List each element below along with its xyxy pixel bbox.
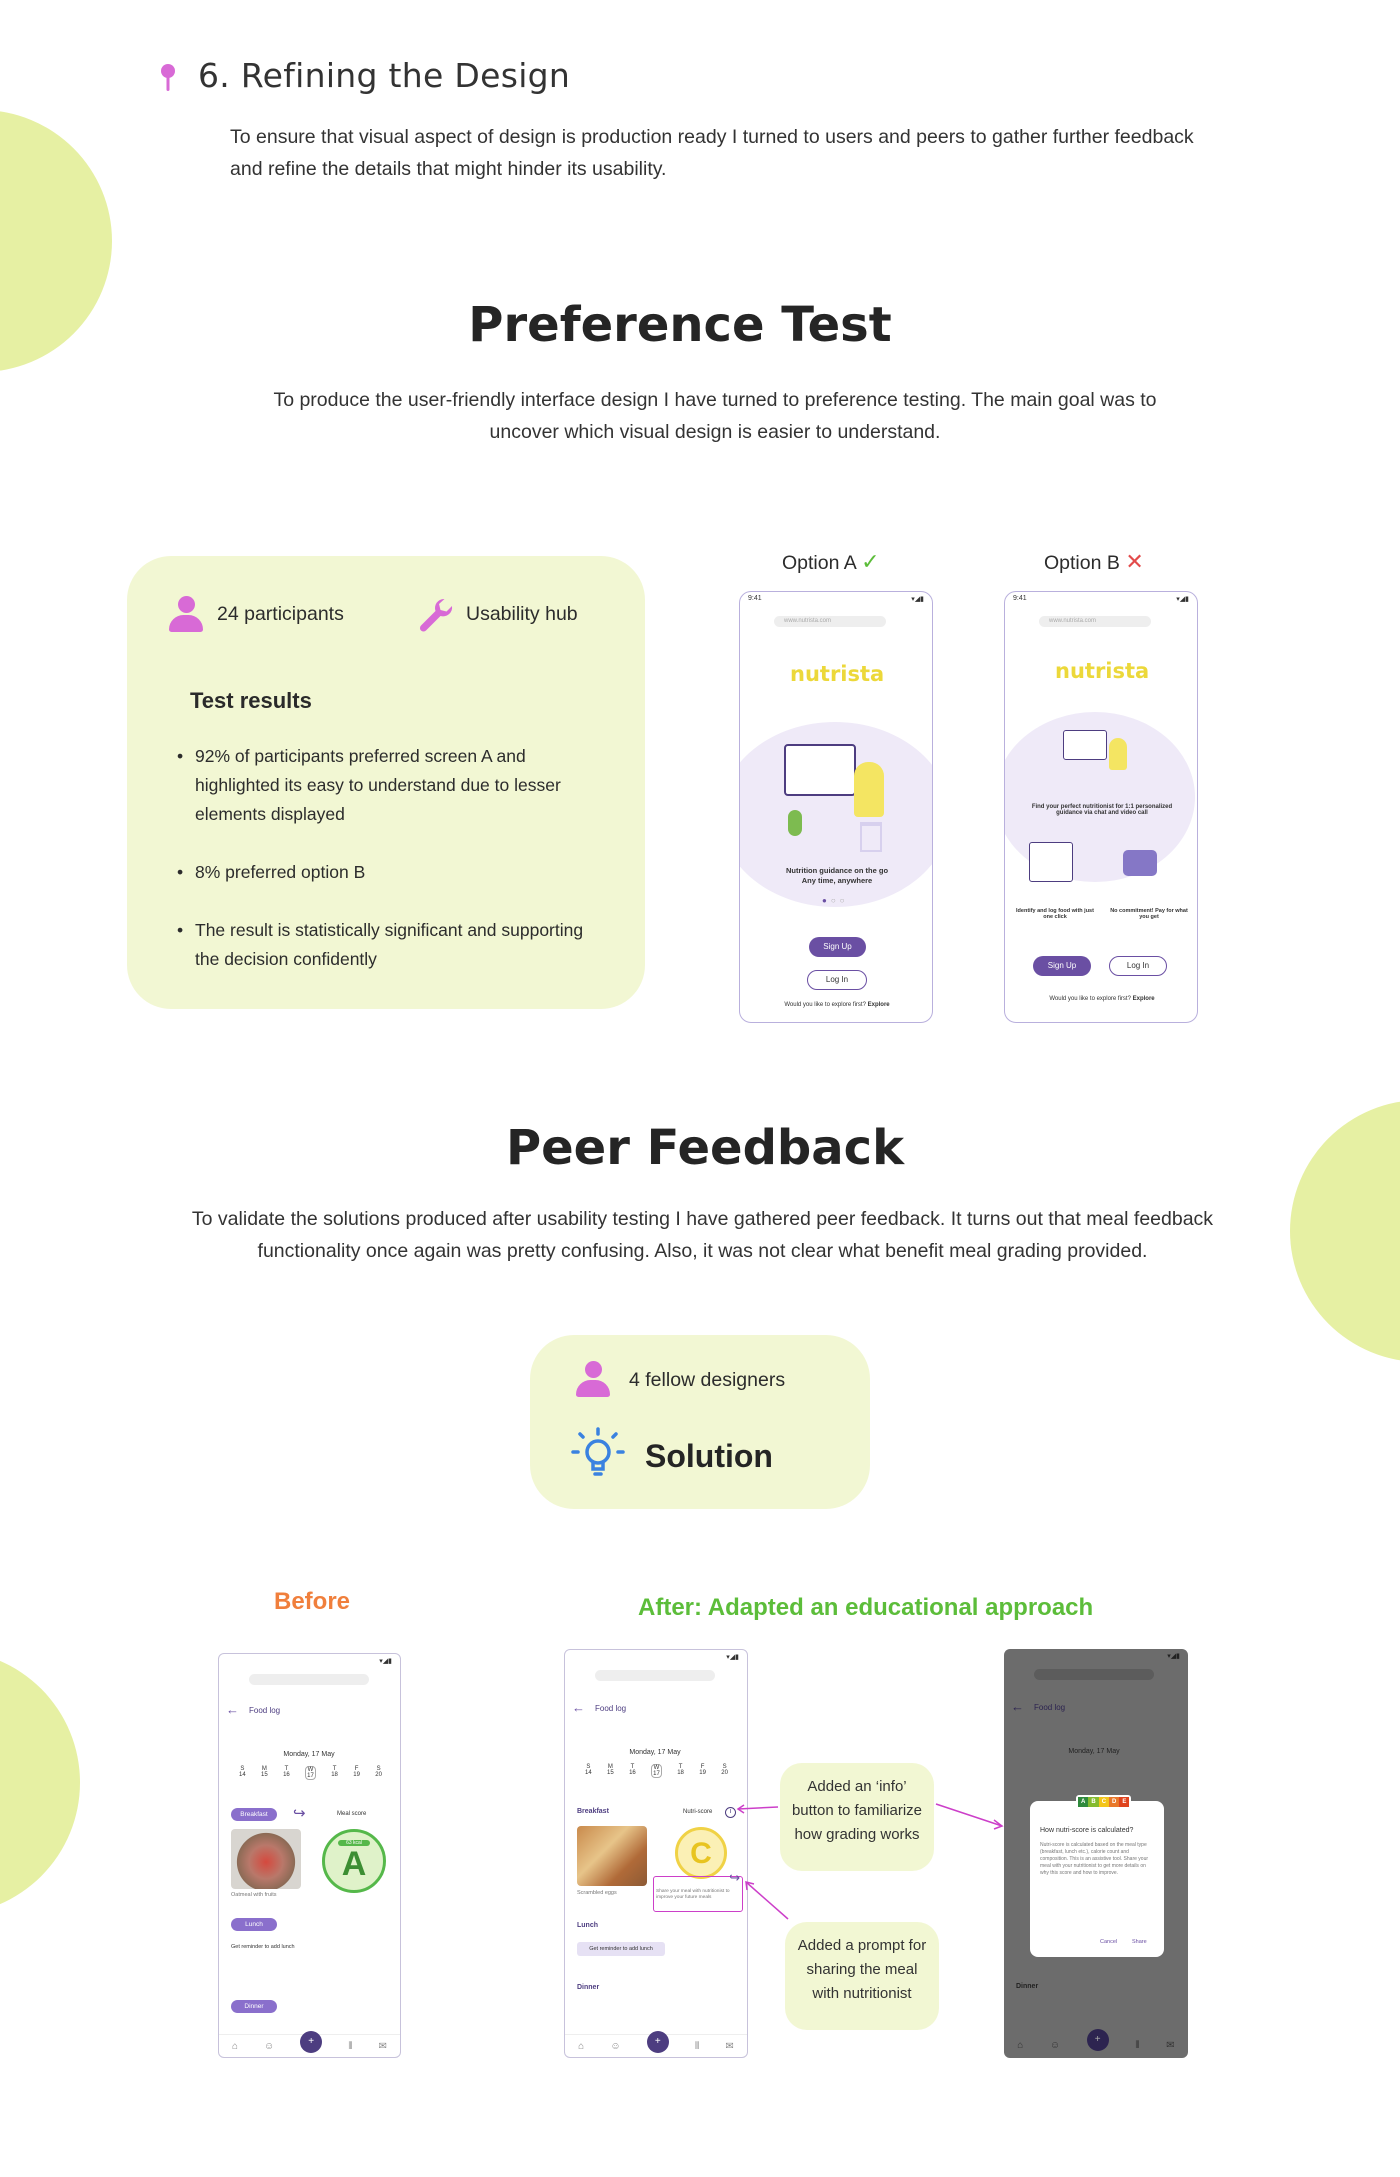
meal-caption: Oatmeal with fruits: [231, 1892, 277, 1898]
add-button[interactable]: +: [647, 2031, 669, 2053]
solution-label: Solution: [645, 1438, 773, 1474]
status-bar: 9:41 ▾◢▮: [748, 595, 924, 603]
preference-description: To produce the user-friendly interface design I have turned to preference testing. The main goal was to uncover which visual design is easier to understand.: [273, 389, 1157, 443]
foodlog-title: Food log: [249, 1706, 281, 1715]
decor-blob-left-bottom: [0, 1650, 80, 1915]
meal-photo[interactable]: [231, 1829, 301, 1889]
video-call-illustration: [784, 744, 856, 796]
before-label: Before: [274, 1588, 351, 1615]
app-logo: nutrista: [1055, 659, 1150, 683]
stats-nav-icon[interactable]: ⦀: [694, 2041, 700, 2052]
info-icon[interactable]: i: [725, 1807, 736, 1818]
dinner-heading: Dinner: [577, 1984, 600, 1991]
onboarding-subcaption: Any time, anywhere: [801, 876, 873, 885]
bottom-nav: [565, 2034, 747, 2058]
onboarding-caption: Nutrition guidance on the go: [785, 866, 889, 875]
check-icon: ✓: [861, 549, 880, 574]
share-icon[interactable]: ↪: [293, 1805, 306, 1822]
section-title: 6. Refining the Design: [198, 56, 571, 95]
food-log-illustration: [1029, 842, 1073, 882]
test-results-card: [127, 556, 645, 1009]
breakfast-chip[interactable]: Breakfast: [231, 1808, 277, 1821]
explore-prompt[interactable]: Would you like to explore first? Explore: [784, 1002, 890, 1008]
url-bar: www.nutrista.com: [1039, 616, 1151, 627]
feature-caption-chat: Find your perfect nutritionist for 1:1 personalized guidance via chat and video call: [1031, 804, 1173, 816]
phone-option-b: [1004, 591, 1198, 1023]
plant-illustration: [788, 810, 802, 836]
grade-a-badge[interactable]: 63 kcal A: [322, 1829, 386, 1893]
url-bar: [1034, 1669, 1154, 1680]
status-bar: ▾◢▮: [1167, 1653, 1180, 1660]
stool-illustration: [860, 822, 882, 852]
results-title: Test results: [190, 688, 312, 713]
results-list: [177, 742, 607, 1003]
week-strip[interactable]: S 14 M 15 T 16 W 17 T 18 F 19 S 20: [585, 1764, 728, 1777]
wallet-illustration: [1123, 850, 1157, 876]
decor-blob-left-top: [0, 110, 112, 372]
peer-card: [530, 1335, 870, 1509]
dialog-cancel-button[interactable]: Cancel: [1100, 1939, 1118, 1945]
meal-score-label: Meal score: [337, 1811, 367, 1817]
phone-option-a: [739, 591, 933, 1023]
participants-count: 24 participants: [217, 603, 344, 625]
lunch-heading: Lunch: [577, 1922, 598, 1929]
preference-title: Preference Test: [468, 297, 892, 353]
nutri-score-dialog: [1030, 1801, 1164, 1957]
meal-caption: Scrambled eggs: [577, 1890, 617, 1896]
result-item: • The result is statistically significant and supporting the decision confidently: [177, 916, 607, 974]
person-illustration: [854, 762, 884, 817]
meal-photo[interactable]: [577, 1826, 647, 1886]
dialog-title: How nutri-score is calculated?: [1040, 1827, 1134, 1834]
log-in-button[interactable]: Log In: [807, 970, 867, 990]
status-bar: ▾◢▮: [726, 1654, 739, 1661]
dimmed-dinner-heading: Dinner: [1016, 1983, 1039, 1990]
lunch-reminder[interactable]: Get reminder to add lunch: [231, 1944, 295, 1950]
date-label[interactable]: Monday, 17 May: [283, 1751, 335, 1758]
status-bar: 9:41 ▾◢▮: [1013, 595, 1189, 603]
option-a-label: Option A ✓: [782, 549, 880, 574]
profile-nav-icon[interactable]: ☺: [264, 2041, 275, 2052]
home-nav-icon[interactable]: ⌂: [231, 2041, 239, 2052]
mail-nav-icon[interactable]: ✉: [378, 2041, 387, 2052]
foodlog-title: Food log: [1034, 1703, 1066, 1712]
dialog-body: Nutri-score is calculated based on the meal type (breakfast, lunch etc.), calorie count and composition. This is an assistive tool. Share your meal with your nutritionist to get more details on why this score and how to improve.: [1040, 1842, 1149, 1876]
week-strip[interactable]: S 14 M 15 T 16 W 17 T 18 F 19 S 20: [239, 1766, 382, 1779]
stats-nav-icon: ⦀: [1135, 2039, 1140, 2051]
phone-after-dialog: [1004, 1649, 1188, 2058]
bottom-nav: [219, 2034, 400, 2058]
url-bar: www.nutrista.com: [774, 616, 886, 627]
add-button[interactable]: +: [300, 2031, 322, 2053]
peer-description: To validate the solutions produced after usability testing I have gathered peer feedback. It turns out that meal feedback functionality once again was pretty confusing. Also, it was not clear what benefit meal grading provided.: [191, 1208, 1214, 1262]
cross-icon: ✕: [1125, 549, 1144, 574]
option-b-label: Option B ✕: [1044, 549, 1144, 574]
bottom-nav: [1004, 2033, 1188, 2057]
share-icon[interactable]: ↪: [729, 1870, 740, 1885]
feature-caption-log: Identify and log food with just one click: [1016, 908, 1094, 920]
lunch-reminder[interactable]: Get reminder to add lunch: [577, 1942, 665, 1956]
grade-c-badge[interactable]: C: [675, 1827, 727, 1879]
designers-icon: [576, 1361, 610, 1397]
lightbulb-icon: [570, 1425, 626, 1481]
log-in-button[interactable]: Log In: [1109, 956, 1167, 976]
participants-icon: [169, 596, 203, 632]
back-arrow-icon[interactable]: ←: [572, 1700, 585, 1715]
after-label: After: Adapted an educational approach: [638, 1594, 1094, 1621]
dialog-share-button[interactable]: Share: [1132, 1939, 1147, 1945]
peer-title: Peer Feedback: [505, 1120, 905, 1176]
annotation-arrows: [730, 1780, 1010, 1930]
profile-nav-icon: ☺: [1049, 2039, 1061, 2051]
video-call-illustration: [1063, 730, 1107, 760]
profile-nav-icon[interactable]: ☺: [610, 2041, 621, 2052]
designers-count: 4 fellow designers: [629, 1369, 786, 1391]
breakfast-heading: Breakfast: [577, 1808, 609, 1815]
section-intro: To ensure that visual aspect of design is production ready I turned to users and peers to gather further feedback and refine the details that might hinder its usability.: [230, 126, 1194, 180]
phone-before: [218, 1653, 401, 2058]
date-label[interactable]: Monday, 17 May: [629, 1749, 681, 1756]
wrench-icon: [417, 596, 455, 634]
mail-nav-icon: ✉: [1166, 2039, 1175, 2051]
home-nav-icon[interactable]: ⌂: [578, 2041, 585, 2052]
phone-after: [564, 1649, 748, 2058]
url-bar: [249, 1674, 369, 1685]
app-logo: nutrista: [790, 662, 885, 686]
share-prompt[interactable]: ↪ Share your meal with nutritionist to improve your future meals: [653, 1876, 743, 1912]
back-arrow-icon: ←: [1011, 1699, 1024, 1714]
sign-up-button[interactable]: Sign Up: [1033, 956, 1091, 976]
pin-icon: [158, 62, 178, 94]
person-illustration: [1109, 738, 1127, 770]
lunch-chip[interactable]: Lunch: [231, 1918, 277, 1931]
date-label: Monday, 17 May: [1068, 1748, 1120, 1755]
carousel-dots[interactable]: ●○○: [822, 896, 849, 905]
status-bar: ▾◢▮: [379, 1658, 392, 1665]
feature-caption-pay: No commitment! Pay for what you get: [1110, 908, 1188, 920]
add-button: +: [1087, 2029, 1109, 2051]
callout-share-prompt: Added a prompt for sharing the meal with nutritionist: [785, 1922, 939, 2030]
explore-prompt[interactable]: Would you like to explore first? Explore: [1049, 996, 1155, 1002]
foodlog-title: Food log: [595, 1704, 627, 1713]
url-bar: [595, 1670, 715, 1681]
usability-tool: Usability hub: [466, 603, 578, 625]
nutri-score-label: Nutri-score: [683, 1809, 713, 1815]
dinner-chip[interactable]: Dinner: [231, 2000, 277, 2013]
nutri-score-scale: A B C D E: [1076, 1795, 1131, 1809]
home-nav-icon: ⌂: [1017, 2039, 1024, 2051]
back-arrow-icon[interactable]: ←: [226, 1702, 239, 1717]
sign-up-button[interactable]: Sign Up: [809, 937, 866, 957]
result-item: • 92% of participants preferred screen A and highlighted its easy to understand due to lesser elements displayed: [177, 742, 607, 829]
stats-nav-icon[interactable]: ⦀: [348, 2041, 353, 2052]
callout-info-button: Added an ‘info’ button to familiarize how grading works: [780, 1763, 934, 1871]
mail-nav-icon[interactable]: ✉: [725, 2041, 734, 2052]
result-item: • 8% preferred option B: [177, 858, 607, 887]
decor-blob-right: [1290, 1100, 1400, 1362]
